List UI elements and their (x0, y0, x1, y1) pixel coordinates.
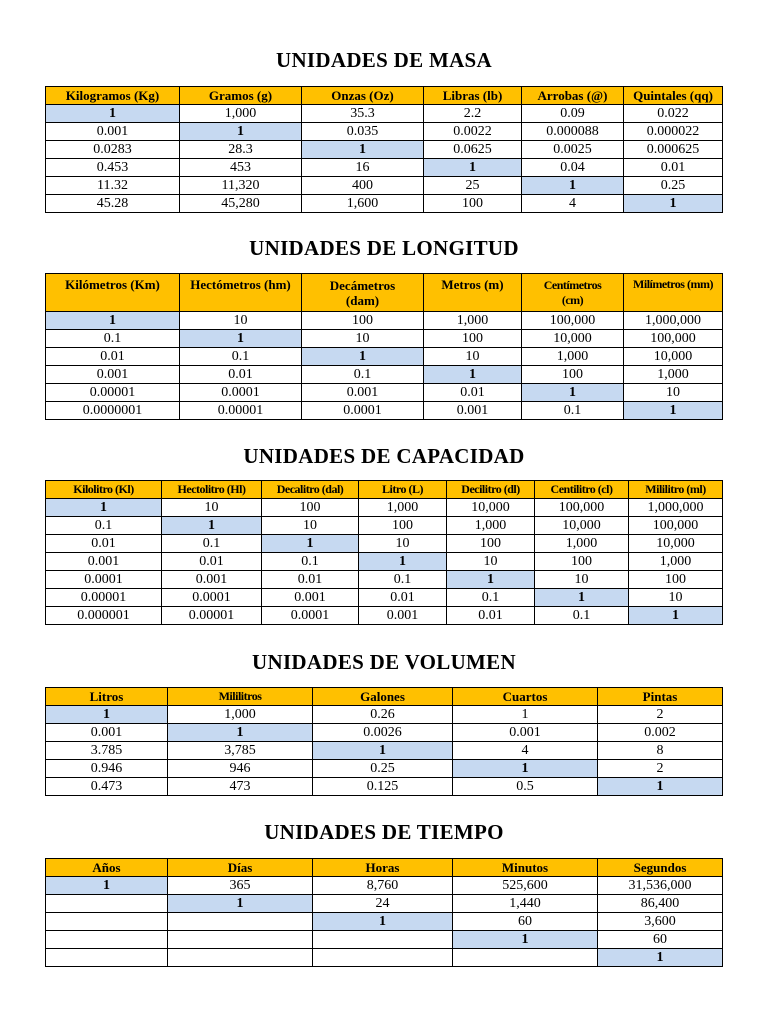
table-cell: 0.01 (262, 571, 359, 589)
table-row (46, 778, 723, 796)
table-row (46, 366, 723, 384)
table-cell: 0.00001 (162, 607, 262, 625)
table-cell: 0.002 (598, 724, 723, 742)
table-cell: 0.25 (624, 177, 723, 195)
table-cell: 8 (598, 742, 723, 760)
table-cell: 1 (46, 706, 168, 724)
header-cell: Litros (46, 688, 168, 706)
header-cell: Gramos (g) (180, 87, 302, 105)
table-cell: 0.01 (46, 535, 162, 553)
table-cell (46, 895, 168, 913)
table-cell: 0.0001 (262, 607, 359, 625)
table-cell: 0.1 (46, 517, 162, 535)
table-cell: 1 (46, 877, 168, 895)
table-cell: 0.001 (46, 123, 180, 141)
table-cell: 946 (168, 760, 313, 778)
table-cell: 1 (313, 913, 453, 931)
table-cell: 400 (302, 177, 424, 195)
table-row (46, 517, 723, 535)
table-cell: 10 (262, 517, 359, 535)
header-cell: Metros (m) (424, 274, 522, 312)
table-cell: 10,000 (522, 330, 624, 348)
table-cell: 0.0001 (302, 402, 424, 420)
header-cell: Onzas (Oz) (302, 87, 424, 105)
table-row (46, 159, 723, 177)
table-cell: 45,280 (180, 195, 302, 213)
table-cell: 0.001 (46, 724, 168, 742)
table-cell: 10,000 (447, 499, 535, 517)
table-cell: 2 (598, 706, 723, 724)
table-cell: 10 (359, 535, 447, 553)
header-cell: Decilitro (dl) (447, 481, 535, 499)
table-cell (168, 913, 313, 931)
table-cell: 1,600 (302, 195, 424, 213)
table-cell: 0.001 (302, 384, 424, 402)
table-cell: 10,000 (535, 517, 629, 535)
table-cell: 1 (453, 760, 598, 778)
header-cell: Cuartos (453, 688, 598, 706)
table-cell: 0.0000001 (46, 402, 180, 420)
table-header-row (46, 859, 723, 877)
table-row (46, 195, 723, 213)
table-cell: 1,000 (629, 553, 723, 571)
table-cell (168, 931, 313, 949)
table-cell: 0.00001 (180, 402, 302, 420)
table-cell: 1,000 (624, 366, 723, 384)
table-cell: 1,000 (522, 348, 624, 366)
table-cell: 1,000,000 (629, 499, 723, 517)
header-cell: Arrobas (@) (522, 87, 624, 105)
table-row (46, 571, 723, 589)
table-capacidad (45, 480, 723, 625)
table-cell: 100 (262, 499, 359, 517)
header-cell: Libras (lb) (424, 87, 522, 105)
table-cell: 1 (453, 931, 598, 949)
table-cell: 1,000 (168, 706, 313, 724)
header-cell: Años (46, 859, 168, 877)
table-cell: 0.1 (180, 348, 302, 366)
table-cell: 0.25 (313, 760, 453, 778)
table-cell: 1 (46, 105, 180, 123)
table-row (46, 607, 723, 625)
table-cell (46, 913, 168, 931)
table-cell (168, 949, 313, 967)
header-cell: Milímetros (mm) (624, 274, 723, 312)
table-cell: 0.0001 (162, 589, 262, 607)
table-cell: 0.01 (424, 384, 522, 402)
header-cell: Galones (313, 688, 453, 706)
table-cell: 0.5 (453, 778, 598, 796)
table-cell (46, 949, 168, 967)
table-cell: 100 (522, 366, 624, 384)
table-cell: 0.01 (359, 589, 447, 607)
table-cell: 60 (453, 913, 598, 931)
table-cell: 1,000 (447, 517, 535, 535)
table-cell: 0.001 (359, 607, 447, 625)
table-row (46, 141, 723, 159)
table-cell: 1 (46, 499, 162, 517)
table-cell: 0.001 (453, 724, 598, 742)
table-cell: 10 (447, 553, 535, 571)
table-cell: 100 (447, 535, 535, 553)
table-masa (45, 86, 723, 213)
table-cell: 1 (262, 535, 359, 553)
table-row (46, 913, 723, 931)
table-row (46, 877, 723, 895)
table-cell: 0.01 (624, 159, 723, 177)
table-cell: 0.0026 (313, 724, 453, 742)
section-title: UNIDADES DE TIEMPO (264, 820, 504, 844)
table-cell: 0.09 (522, 105, 624, 123)
table-cell: 100 (535, 553, 629, 571)
table-cell: 0.000625 (624, 141, 723, 159)
table-header-row (46, 688, 723, 706)
table-row (46, 553, 723, 571)
table-row (46, 177, 723, 195)
table-cell: 525,600 (453, 877, 598, 895)
table-cell: 1 (168, 895, 313, 913)
table-header-row (46, 481, 723, 499)
table-cell: 0.1 (46, 330, 180, 348)
header-cell: Pintas (598, 688, 723, 706)
table-cell: 0.1 (359, 571, 447, 589)
header-cell: Horas (313, 859, 453, 877)
table-cell: 10 (180, 312, 302, 330)
table-cell: 0.0022 (424, 123, 522, 141)
table-row (46, 589, 723, 607)
header-cell: Kilolitro (Kl) (46, 481, 162, 499)
table-cell: 1 (359, 553, 447, 571)
table-cell: 1,000 (424, 312, 522, 330)
table-cell: 1 (624, 195, 723, 213)
table-cell (453, 949, 598, 967)
section-longitud (0, 236, 768, 260)
table-cell: 0.0001 (180, 384, 302, 402)
table-cell: 1 (598, 778, 723, 796)
table-row (46, 949, 723, 967)
table-cell: 1 (313, 742, 453, 760)
table-cell: 0.0001 (46, 571, 162, 589)
header-cell: Hectolitro (Hl) (162, 481, 262, 499)
table-cell: 1,000 (535, 535, 629, 553)
table-cell: 0.01 (180, 366, 302, 384)
table-cell: 100 (629, 571, 723, 589)
table-row (46, 724, 723, 742)
section-title: UNIDADES DE CAPACIDAD (243, 444, 525, 468)
table-cell: 1 (424, 366, 522, 384)
table-cell: 1 (598, 949, 723, 967)
table-cell: 0.453 (46, 159, 180, 177)
table-cell: 0.01 (447, 607, 535, 625)
table-header-row (46, 87, 723, 105)
table-cell: 1 (522, 177, 624, 195)
table-cell: 25 (424, 177, 522, 195)
table-row (46, 348, 723, 366)
header-cell: Mililitro (ml) (629, 481, 723, 499)
table-row (46, 706, 723, 724)
table-cell: 0.00001 (46, 589, 162, 607)
table-cell: 24 (313, 895, 453, 913)
header-cell: Decámetros (dam) (302, 274, 424, 312)
table-cell: 0.1 (535, 607, 629, 625)
table-cell: 0.035 (302, 123, 424, 141)
table-cell: 453 (180, 159, 302, 177)
table-row (46, 402, 723, 420)
section-title: UNIDADES DE VOLUMEN (252, 650, 516, 674)
table-row (46, 931, 723, 949)
table-cell: 10 (302, 330, 424, 348)
header-cell: Días (168, 859, 313, 877)
table-cell: 11,320 (180, 177, 302, 195)
table-cell: 86,400 (598, 895, 723, 913)
table-cell: 1 (447, 571, 535, 589)
table-cell: 10,000 (629, 535, 723, 553)
table-cell: 0.001 (46, 553, 162, 571)
table-cell: 3,600 (598, 913, 723, 931)
table-cell: 1 (302, 141, 424, 159)
header-cell: Quintales (qq) (624, 87, 723, 105)
header-cell: Centímetros (cm) (522, 274, 624, 312)
table-cell: 100 (302, 312, 424, 330)
table-longitud (45, 273, 723, 420)
table-cell: 0.1 (447, 589, 535, 607)
header-cell: Litro (L) (359, 481, 447, 499)
table-row (46, 384, 723, 402)
table-cell: 1 (180, 330, 302, 348)
table-cell: 100,000 (629, 517, 723, 535)
table-cell: 0.1 (302, 366, 424, 384)
table-cell: 0.01 (162, 553, 262, 571)
table-volumen (45, 687, 723, 796)
table-cell: 365 (168, 877, 313, 895)
table-cell: 0.022 (624, 105, 723, 123)
table-cell: 0.0283 (46, 141, 180, 159)
table-cell: 0.0625 (424, 141, 522, 159)
table-cell: 4 (522, 195, 624, 213)
section-volumen (0, 650, 768, 674)
table-cell: 100 (424, 195, 522, 213)
table-row (46, 895, 723, 913)
table-cell: 0.0025 (522, 141, 624, 159)
section-tiempo (0, 820, 768, 844)
table-row (46, 535, 723, 553)
table-cell: 3.785 (46, 742, 168, 760)
table-cell: 10 (424, 348, 522, 366)
table-cell: 1 (180, 123, 302, 141)
table-cell: 0.125 (313, 778, 453, 796)
table-cell: 0.000088 (522, 123, 624, 141)
table-cell: 16 (302, 159, 424, 177)
table-cell: 10 (162, 499, 262, 517)
table-cell: 100,000 (522, 312, 624, 330)
table-cell: 100 (359, 517, 447, 535)
table-cell (46, 931, 168, 949)
table-cell: 0.946 (46, 760, 168, 778)
table-cell: 1,000 (359, 499, 447, 517)
table-cell: 0.001 (424, 402, 522, 420)
table-cell: 1,000,000 (624, 312, 723, 330)
table-cell: 0.26 (313, 706, 453, 724)
table-cell: 1 (522, 384, 624, 402)
table-cell: 0.001 (46, 366, 180, 384)
table-row (46, 105, 723, 123)
table-cell: 10 (629, 589, 723, 607)
table-row (46, 123, 723, 141)
table-cell: 100,000 (624, 330, 723, 348)
table-cell: 2.2 (424, 105, 522, 123)
table-row (46, 499, 723, 517)
table-cell: 473 (168, 778, 313, 796)
table-cell: 1 (302, 348, 424, 366)
table-cell: 10,000 (624, 348, 723, 366)
table-cell: 100 (424, 330, 522, 348)
table-cell: 1 (624, 402, 723, 420)
table-cell: 31,536,000 (598, 877, 723, 895)
table-cell: 28.3 (180, 141, 302, 159)
table-cell: 60 (598, 931, 723, 949)
header-cell: Minutos (453, 859, 598, 877)
table-cell: 0.04 (522, 159, 624, 177)
table-cell: 0.001 (262, 589, 359, 607)
table-cell: 3,785 (168, 742, 313, 760)
table-cell: 100,000 (535, 499, 629, 517)
table-cell: 8,760 (313, 877, 453, 895)
table-cell: 11.32 (46, 177, 180, 195)
table-cell (313, 949, 453, 967)
header-cell: Centilitro (cl) (535, 481, 629, 499)
table-cell: 10 (535, 571, 629, 589)
header-cell: Kilogramos (Kg) (46, 87, 180, 105)
table-row (46, 330, 723, 348)
table-cell: 1 (46, 312, 180, 330)
table-cell: 10 (624, 384, 723, 402)
table-cell: 0.473 (46, 778, 168, 796)
header-cell: Decalitro (dal) (262, 481, 359, 499)
table-cell: 2 (598, 760, 723, 778)
table-cell: 0.001 (162, 571, 262, 589)
table-cell: 45.28 (46, 195, 180, 213)
table-cell: 0.1 (262, 553, 359, 571)
header-cell: Segundos (598, 859, 723, 877)
table-header-row (46, 274, 723, 312)
table-cell (313, 931, 453, 949)
table-cell: 1 (453, 706, 598, 724)
table-row (46, 760, 723, 778)
header-cell: Hectómetros (hm) (180, 274, 302, 312)
table-cell: 1 (424, 159, 522, 177)
table-cell: 0.00001 (46, 384, 180, 402)
table-cell: 0.01 (46, 348, 180, 366)
table-cell: 1,440 (453, 895, 598, 913)
section-capacidad (0, 444, 768, 468)
table-cell: 0.1 (522, 402, 624, 420)
table-tiempo (45, 858, 723, 967)
header-cell: Mililitros (168, 688, 313, 706)
table-cell: 1 (162, 517, 262, 535)
table-cell: 4 (453, 742, 598, 760)
table-cell: 1 (168, 724, 313, 742)
table-cell: 1,000 (180, 105, 302, 123)
table-cell: 0.1 (162, 535, 262, 553)
table-cell: 0.000001 (46, 607, 162, 625)
table-row (46, 742, 723, 760)
table-cell: 0.000022 (624, 123, 723, 141)
table-cell: 1 (629, 607, 723, 625)
table-row (46, 312, 723, 330)
table-cell: 1 (535, 589, 629, 607)
section-title: UNIDADES DE MASA (276, 48, 492, 72)
header-cell: Kilómetros (Km) (46, 274, 180, 312)
table-cell: 35.3 (302, 105, 424, 123)
section-masa (0, 48, 768, 72)
section-title: UNIDADES DE LONGITUD (249, 236, 519, 260)
